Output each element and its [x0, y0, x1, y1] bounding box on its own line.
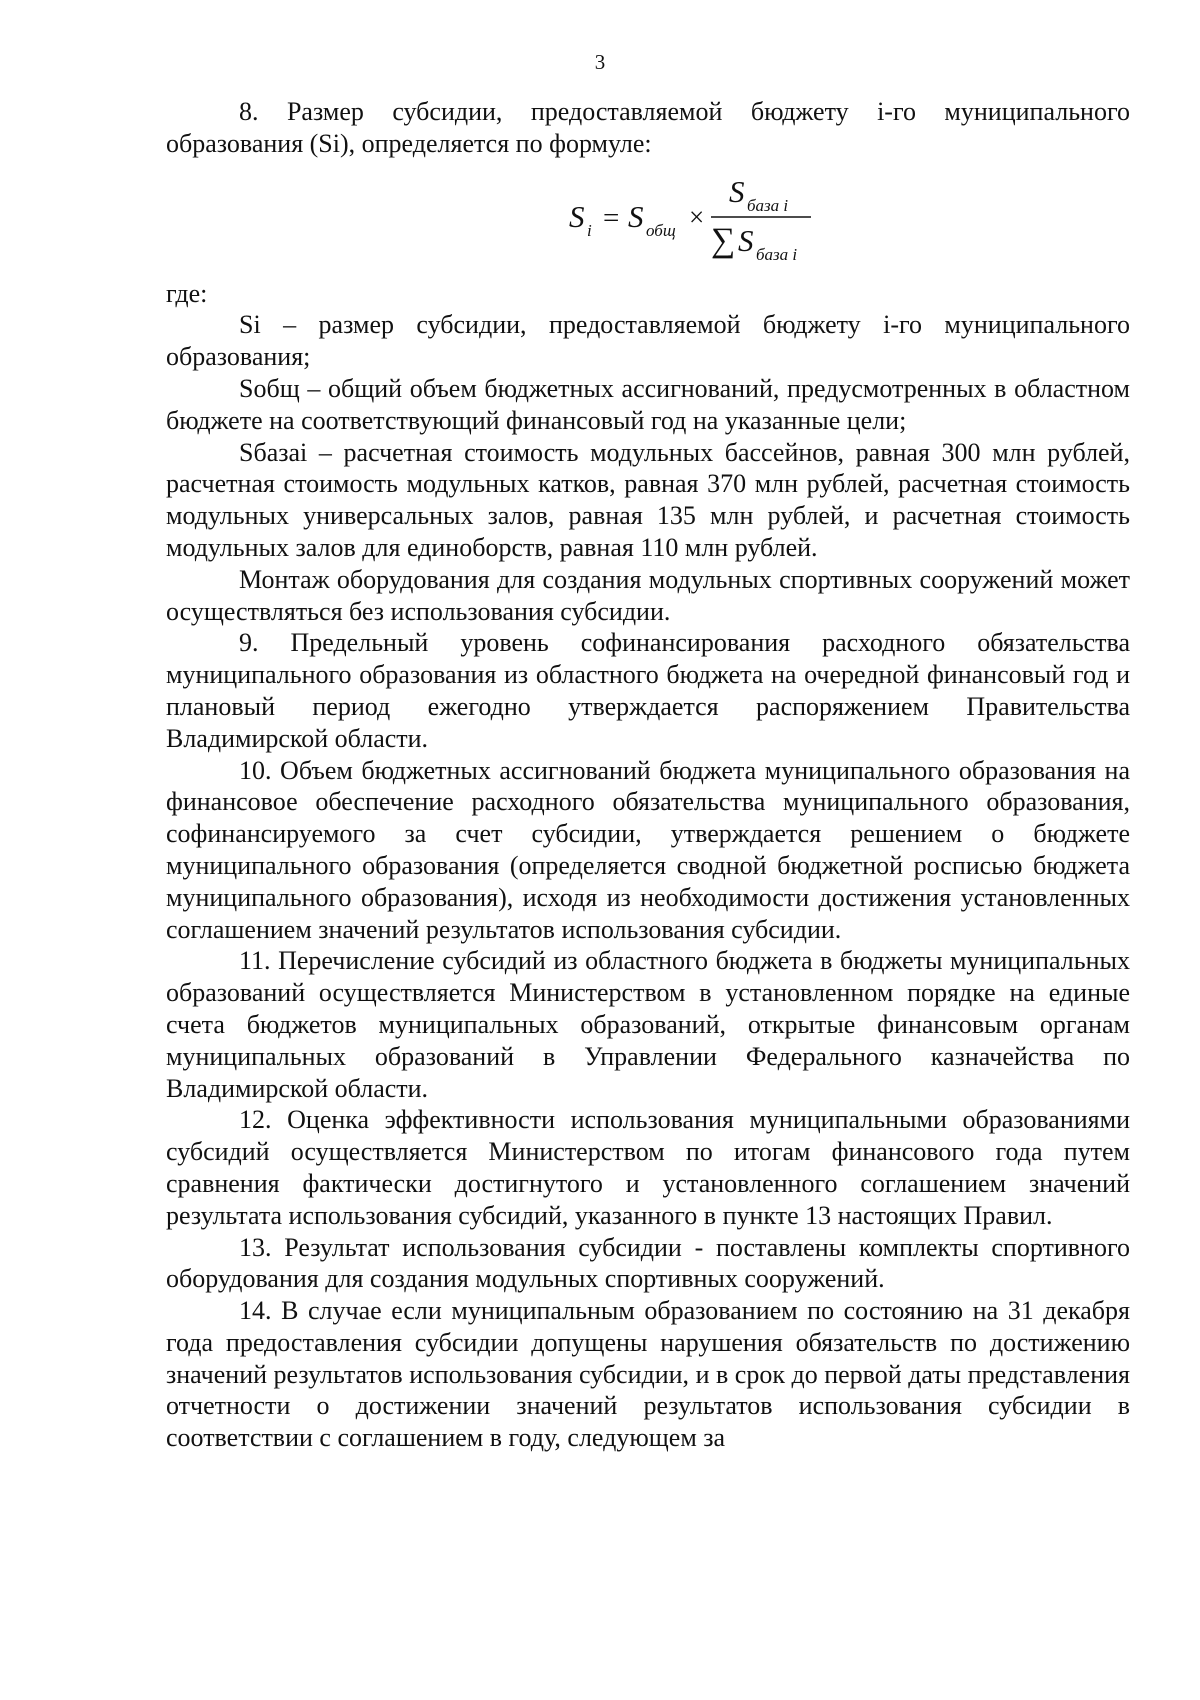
paragraph-10: 10. Объем бюджетных ассигнований бюджета муниципального образования на финансовое обеспечение расходного обязательства муниципального образования, софинансируемого за счет субсидии, утверждается решением о бюджете муниципального образования (определяется сводной бюджетной росписью бюджета муниципального образования), исходя из необходимости достижения установленных соглашением значений результатов использования субсидии.: [166, 755, 1130, 944]
formula-total: S: [628, 198, 644, 234]
formula-times: ×: [689, 201, 705, 232]
formula-equals: =: [603, 201, 620, 234]
formula-lhs: S: [569, 198, 585, 234]
paragraph-12: 12. Оценка эффективности использования муниципальными образованиями субсидий осуществляется Министерством по итогам финансового года путем сравнения фактически достигнутого и установленного соглашением значений результата использования субсидий, указанного в пункте 13 настоящих Правил.: [166, 1105, 1130, 1230]
formula-lhs-sub: i: [587, 220, 592, 240]
formula-denominator: S: [738, 222, 754, 258]
formula-numerator-sub: база i: [747, 195, 789, 215]
formula-denominator-sub: база i: [756, 244, 798, 264]
paragraph-13: 13. Результат использования субсидии - поставлены комплекты спортивного оборудования для создания модульных спортивных сооружений.: [166, 1232, 1130, 1294]
paragraph-9: 9. Предельный уровень софинансирования расходного обязательства муниципального образования из областного бюджета на очередной финансовый год и плановый период ежегодно утверждается распоряжением Правительства Владимирской области.: [166, 628, 1130, 753]
paragraph-8: 8. Размер субсидии, предоставляемой бюджету i-го муниципального образования (Si), определяется по формуле:: [166, 97, 1130, 158]
formula-numerator: S: [729, 173, 745, 209]
formula-total-sub: общ: [646, 220, 676, 240]
paragraph-montazh: Монтаж оборудования для создания модульных спортивных сооружений может осуществляться без использования субсидии.: [166, 564, 1130, 626]
definition-si: Si – размер субсидии, предоставляемой бюджету i-го муниципального образования;: [166, 310, 1130, 372]
paragraph-14: 14. В случае если муниципальным образованием по состоянию на 31 декабря года предоставления субсидии допущены нарушения обязательств по достижению значений результатов использования субсидии, и в срок до первой даты представления отчетности о достижении значений результатов использования субсидии в соответствии с соглашением в году, следующем за: [166, 1296, 1130, 1453]
page-number: 3: [594, 50, 606, 74]
formula-graphic: [166, 160, 1130, 278]
document-body: [166, 96, 1130, 1454]
formula-sum-sign: ∑: [711, 221, 736, 259]
subsidy-formula: [166, 160, 1130, 278]
definition-sobsh: Sобщ – общий объем бюджетных ассигнований, предусмотренных в областном бюджете на соответствующий финансовый год на указанные цели;: [166, 373, 1130, 435]
where-label: где:: [166, 278, 208, 308]
paragraph-11: 11. Перечисление субсидий из областного бюджета в бюджеты муниципальных образований осуществляется Министерством в установленном порядке на единые счета бюджетов муниципальных образований, открытые финансовым органам муниципальных образований в Управлении Федерального казначейства по Владимирской области.: [166, 946, 1130, 1103]
definition-sbaza: Sбазаi – расчетная стоимость модульных бассейнов, равная 300 млн рублей, расчетная стоимость модульных катков, равная 370 млн рублей, расчетная стоимость модульных универсальных залов, равная 135 млн рублей, и расчетная стоимость модульных залов для единоборств, равная 110 млн рублей.: [166, 437, 1130, 562]
